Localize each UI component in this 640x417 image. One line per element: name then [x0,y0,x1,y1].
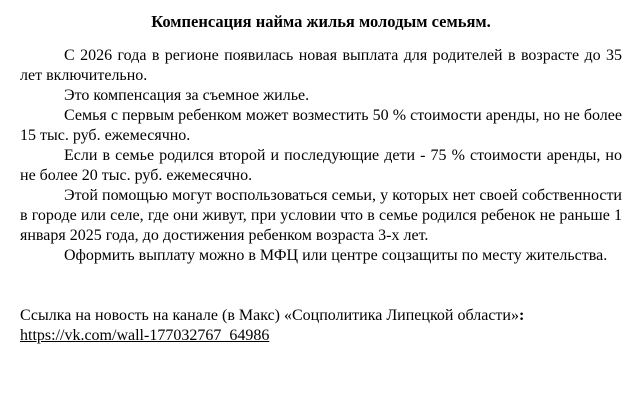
source-line [20,306,622,326]
paragraph-eligibility: Этой помощью могут воспользоваться семьи, у которых нет своей собственности в городе или селе, где они живут, при условии что в семье родился ребенок не раньше 1 января 2025 года, до достижения ребенком возраста 3-х лет. [20,187,622,244]
document-title: Компенсация найма жилья молодым семьям. [151,12,491,31]
paragraph-age-limit: С 2026 года в регионе появилась новая выплата для родителей в возрасте до 35 лет включительно. [20,47,622,84]
document-page [20,12,622,346]
source-colon: : [518,307,525,324]
paragraph-rent-compensation: Это компенсация за съемное жилье. [64,87,310,104]
spacer [20,266,622,306]
source-link[interactable]: https://vk.com/wall-177032767_64986 [20,327,270,344]
source-text: Ссылка на новость на канале (в Макс) «Соцполитика Липецкой области» [20,307,519,324]
paragraph-second-child: Если в семье родился второй и последующие дети - 75 % стоимости аренды, но не более 20 тыс. руб. ежемесячно. [20,147,622,184]
paragraph-where-to-apply: Оформить выплату можно в МФЦ или центре соцзащиты по месту жительства. [64,247,608,264]
paragraph-first-child: Семья с первым ребенком может возместить 50 % стоимости аренды, но не более 15 тыс. руб. ежемесячно. [20,107,622,144]
source-link-line [20,326,622,346]
